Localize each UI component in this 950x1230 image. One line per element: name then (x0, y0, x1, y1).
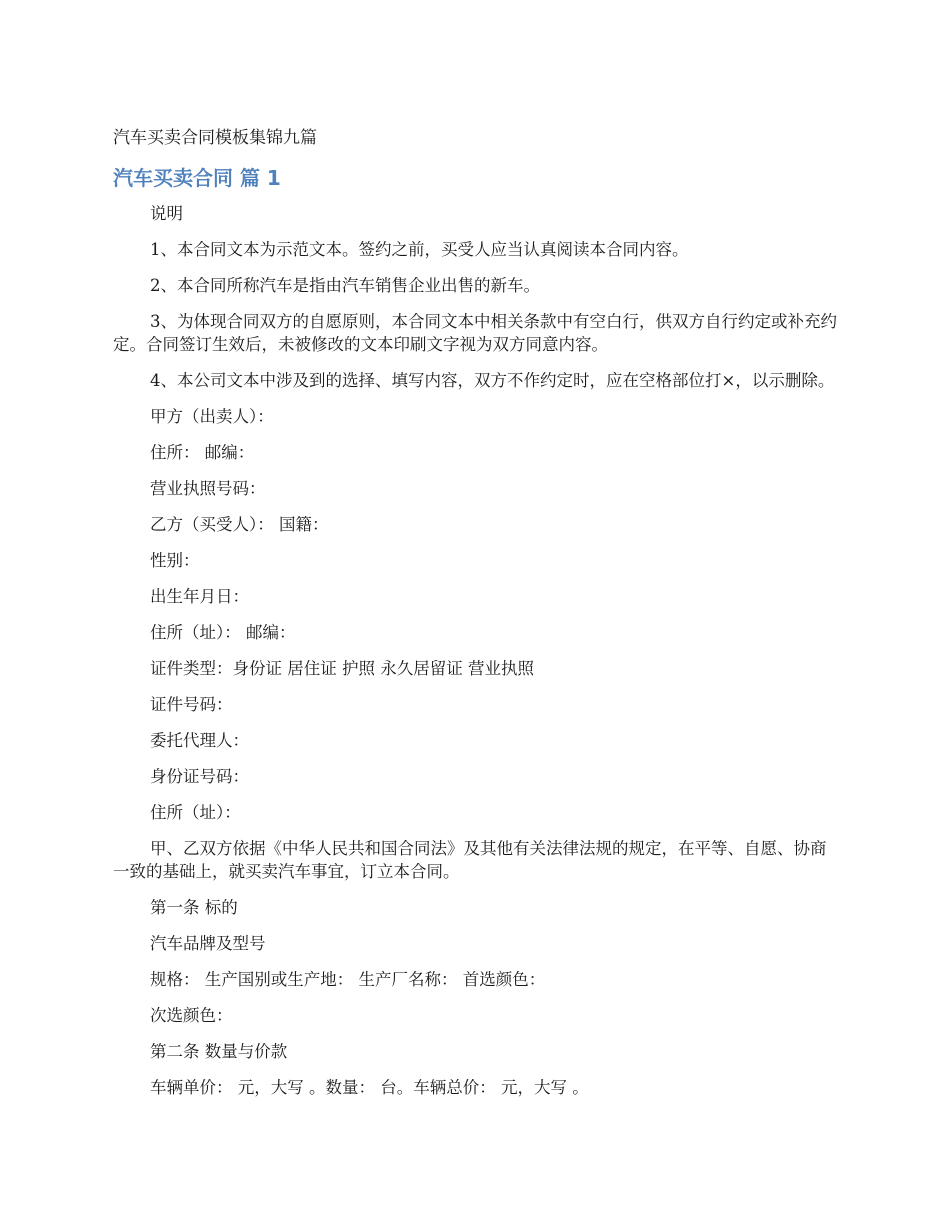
paragraph-note-heading: 说明 (150, 204, 183, 223)
paragraph-note-1: 1、本合同文本为示范文本。签约之前，买受人应当认真阅读本合同内容。 (150, 240, 689, 259)
field-specifications: 规格： 生产国别或生产地： 生产厂名称： 首选颜色： (150, 970, 546, 989)
field-price-quantity: 车辆单价： 元，大写 。数量： 台。车辆总价： 元，大写 。 (150, 1078, 589, 1097)
field-agent-id-number: 身份证号码： (150, 767, 249, 786)
field-party-b: 乙方（买受人）： 国籍： (150, 515, 329, 534)
field-party-a-address: 住所： 邮编： (150, 443, 255, 462)
section-heading: 汽车买卖合同 篇 1 (113, 166, 281, 190)
document-title: 汽车买卖合同模板集锦九篇 (113, 128, 317, 148)
paragraph-note-2: 2、本合同所称汽车是指由汽车销售企业出售的新车。 (150, 276, 540, 295)
article-2-heading: 第二条 数量与价款 (150, 1042, 288, 1061)
field-business-license: 营业执照号码： (150, 479, 266, 498)
field-agent-address: 住所（址）： (150, 803, 241, 822)
field-gender: 性别： (150, 551, 200, 570)
field-secondary-color: 次选颜色： (150, 1006, 233, 1025)
paragraph-note-4: 4、本公司文本中涉及到的选择、填写内容，双方不作约定时，应在空格部位打×，以示删除。 (150, 371, 835, 390)
field-party-b-address: 住所（址）： 邮编： (150, 623, 296, 642)
field-id-type: 证件类型：身份证 居住证 护照 永久居留证 营业执照 (150, 659, 534, 678)
paragraph-preamble: 甲、乙双方依据《中华人民共和国合同法》及其他有关法律法规的规定，在平等、自愿、协商一致的基础上，就买卖汽车事宜，订立本合同。 (113, 839, 827, 881)
field-id-number: 证件号码： (150, 695, 233, 714)
field-party-a: 甲方（出卖人）： (150, 407, 274, 426)
paragraph-note-3: 3、为体现合同双方的自愿原则，本合同文本中相关条款中有空白行，供双方自行约定或补充约定。合同签订生效后，未被修改的文本印刷文字视为双方同意内容。 (113, 312, 837, 354)
article-1-heading: 第一条 标的 (150, 898, 238, 917)
document-body (113, 202, 838, 1112)
field-agent: 委托代理人： (150, 731, 249, 750)
field-brand-model: 汽车品牌及型号 (150, 934, 266, 953)
field-birthdate: 出生年月日： (150, 587, 249, 606)
